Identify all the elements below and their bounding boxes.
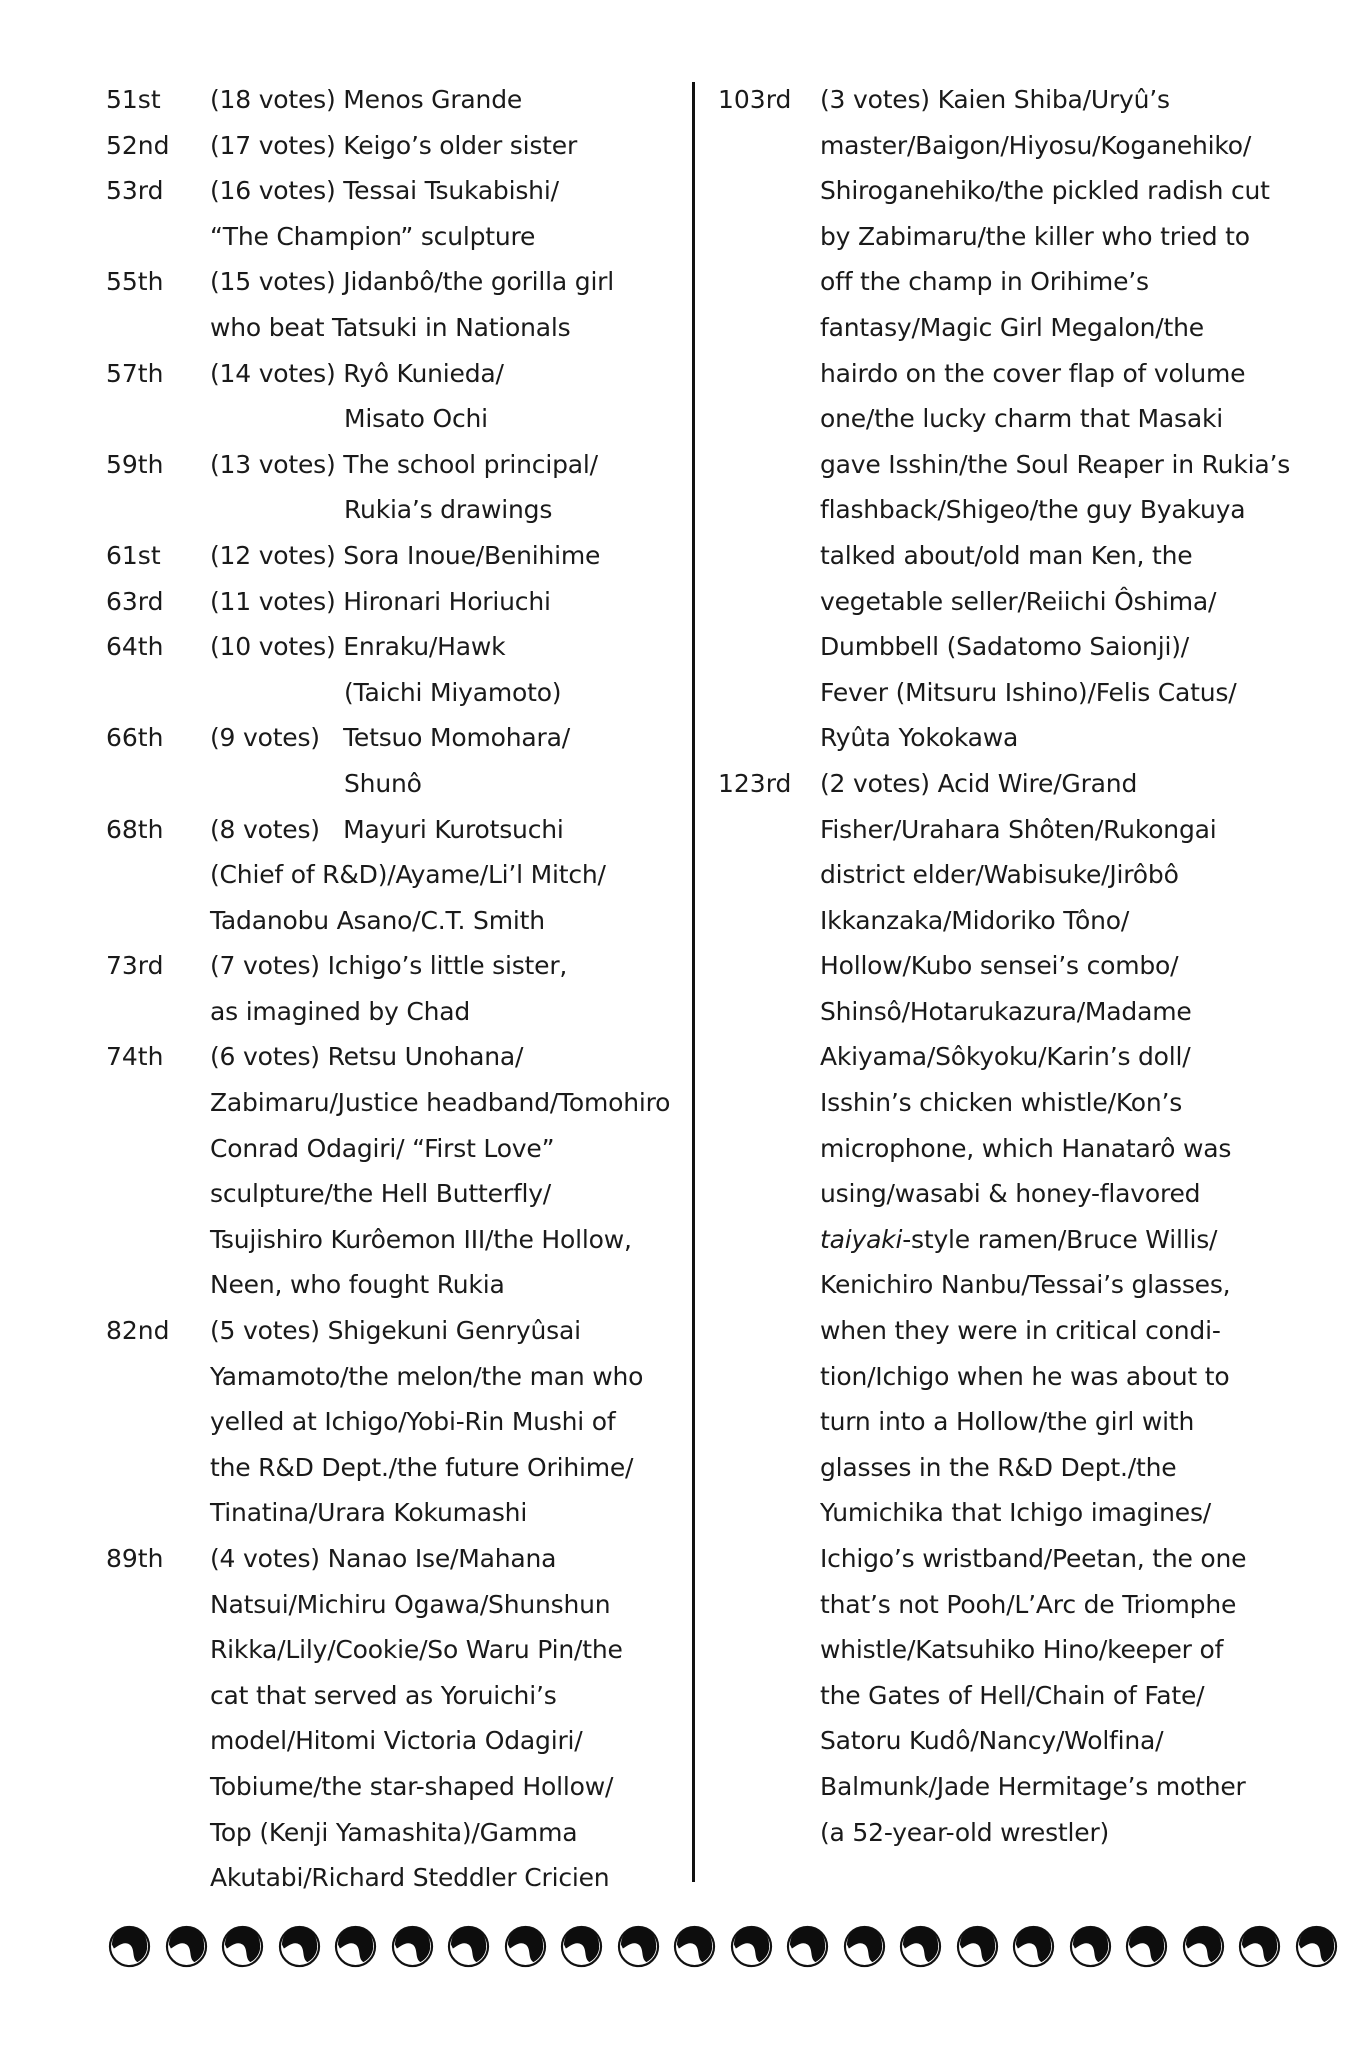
entry-line: Misato Ochi xyxy=(344,404,488,434)
rank-label: 59th xyxy=(106,449,164,479)
entry-line: turn into a Hollow/the girl with xyxy=(820,1407,1195,1437)
entry-line: Fever (Mitsuru Ishino)/Felis Catus/ xyxy=(820,677,1237,707)
entry-line: (15 votes) Jidanbô/the gorilla girl xyxy=(210,267,615,297)
entry-line: Fisher/Urahara Shôten/Rukongai xyxy=(820,814,1217,844)
entry-line: Satoru Kudô/Nancy/Wolfina/ xyxy=(820,1726,1164,1756)
entry-line: Akutabi/Richard Steddler Cricien xyxy=(210,1863,610,1893)
entry-line: (7 votes) Ichigo’s little sister, xyxy=(210,951,568,981)
yin-yang-icon xyxy=(391,1925,434,1968)
ranking-entry xyxy=(106,1308,681,1536)
entry-line: (16 votes) Tessai Tsukabishi/ xyxy=(210,176,559,206)
ranking-entry xyxy=(106,943,681,1034)
entry-line: vegetable seller/Reiichi Ôshima/ xyxy=(820,586,1217,616)
yin-yang-icon xyxy=(447,1925,490,1968)
entry-line: Conrad Odagiri/ “First Love” xyxy=(210,1133,555,1163)
yin-yang-icon xyxy=(843,1925,886,1968)
rank-label: 57th xyxy=(106,358,164,388)
ranking-entry xyxy=(106,351,681,442)
yin-yang-icon xyxy=(1295,1925,1338,1968)
entry-line: Akiyama/Sôkyoku/Karin’s doll/ xyxy=(820,1042,1191,1072)
yin-yang-icon xyxy=(165,1925,208,1968)
rank-label: 103rd xyxy=(718,85,792,114)
ranking-entry xyxy=(106,579,681,625)
entry-line: hairdo on the cover flap of volume xyxy=(820,358,1246,388)
entry-line: Ryûta Yokokawa xyxy=(820,723,1019,753)
rank-label: 55th xyxy=(106,267,164,297)
ornament-row xyxy=(108,1925,1338,1968)
entry-line: Shiroganehiko/the pickled radish cut xyxy=(820,176,1270,206)
entry-line: Tobiume/the star-shaped Hollow/ xyxy=(210,1771,614,1801)
rank-label: 52nd xyxy=(106,130,170,160)
ranking-entry xyxy=(106,1536,681,1901)
entry-line: Yumichika that Ichigo imagines/ xyxy=(820,1498,1212,1528)
entry-line: using/wasabi & honey-flavored xyxy=(820,1179,1201,1209)
rank-label: 82nd xyxy=(106,1316,170,1346)
yin-yang-icon xyxy=(1069,1925,1112,1968)
entry-line: the Gates of Hell/Chain of Fate/ xyxy=(820,1680,1205,1710)
entry-line: by Zabimaru/the killer who tried to xyxy=(820,221,1250,251)
ranking-entry xyxy=(106,259,681,350)
entry-line: “The Champion” sculpture xyxy=(210,221,536,251)
yin-yang-icon xyxy=(221,1925,264,1968)
ranking-entry xyxy=(106,442,681,533)
entry-line: Hollow/Kubo sensei’s combo/ xyxy=(820,951,1179,981)
entry-line: Tsujishiro Kurôemon III/the Hollow, xyxy=(210,1224,632,1254)
entry-line: sculpture/the Hell Butterfly/ xyxy=(210,1179,552,1209)
entry-line: (14 votes) Ryô Kunieda/ xyxy=(210,358,504,388)
yin-yang-icon xyxy=(334,1925,377,1968)
entry-line: model/Hitomi Victoria Odagiri/ xyxy=(210,1726,583,1756)
entry-line: Dumbbell (Sadatomo Saionji)/ xyxy=(820,632,1189,662)
entry-line: Neen, who fought Rukia xyxy=(210,1270,505,1300)
ranking-entry xyxy=(106,715,681,806)
entry-line: fantasy/Magic Girl Megalon/the xyxy=(820,312,1204,342)
entry-line: Ikkanzaka/Midoriko Tôno/ xyxy=(820,905,1130,935)
yin-yang-icon xyxy=(1182,1925,1225,1968)
entry-line: cat that served as Yoruichi’s xyxy=(210,1680,557,1710)
entry-line: Shunô xyxy=(344,768,422,798)
yin-yang-icon xyxy=(956,1925,999,1968)
rank-label: 74th xyxy=(106,1042,164,1072)
yin-yang-icon xyxy=(673,1925,716,1968)
entry-line: when they were in critical condi- xyxy=(820,1316,1221,1346)
rank-label: 68th xyxy=(106,814,164,844)
entry-line: Top (Kenji Yamashita)/Gamma xyxy=(210,1817,578,1847)
right-column xyxy=(718,77,1338,1855)
entry-line: (3 votes) Kaien Shiba/Uryû’s xyxy=(820,85,1170,114)
entry-line: (18 votes) Menos Grande xyxy=(210,85,523,114)
column-divider xyxy=(692,82,695,1882)
entry-line: Shinsô/Hotarukazura/Madame xyxy=(820,996,1192,1026)
entry-line: talked about/old man Ken, the xyxy=(820,540,1193,570)
entry-line: (5 votes) Shigekuni Genryûsai xyxy=(210,1316,581,1346)
rank-label: 53rd xyxy=(106,176,164,206)
entry-line: (4 votes) Nanao Ise/Mahana xyxy=(210,1544,557,1573)
yin-yang-icon xyxy=(1238,1925,1281,1968)
yin-yang-icon xyxy=(108,1925,151,1968)
left-column xyxy=(106,77,681,1901)
entry-line: Isshin’s chicken whistle/Kon’s xyxy=(820,1088,1183,1118)
ranking-entry xyxy=(106,168,681,259)
rank-label: 51st xyxy=(106,85,161,114)
yin-yang-icon xyxy=(786,1925,829,1968)
ranking-entry xyxy=(718,761,1338,1855)
ranking-entry xyxy=(106,77,681,123)
rank-label: 61st xyxy=(106,540,161,570)
entry-line: who beat Tatsuki in Nationals xyxy=(210,312,571,342)
yin-yang-icon xyxy=(278,1925,321,1968)
entry-line: Tinatina/Urara Kokumashi xyxy=(210,1498,528,1528)
entry-line: master/Baigon/Hiyosu/Koganehiko/ xyxy=(820,130,1252,160)
rank-label: 64th xyxy=(106,632,164,662)
entry-line: that’s not Pooh/L’Arc de Triomphe xyxy=(820,1589,1237,1619)
yin-yang-icon xyxy=(1012,1925,1055,1968)
yin-yang-icon xyxy=(504,1925,547,1968)
entry-line: Kenichiro Nanbu/Tessai’s glasses, xyxy=(820,1270,1231,1300)
entry-line: tion/Ichigo when he was about to xyxy=(820,1361,1230,1391)
entry-line: (12 votes) Sora Inoue/Benihime xyxy=(210,540,601,570)
entry-line: (9 votes) Tetsuo Momohara/ xyxy=(210,723,570,753)
entry-line: Rikka/Lily/Cookie/So Waru Pin/the xyxy=(210,1635,623,1665)
entry-line: district elder/Wabisuke/Jirôbô xyxy=(820,860,1179,890)
entry-line: (6 votes) Retsu Unohana/ xyxy=(210,1042,524,1072)
yin-yang-icon xyxy=(899,1925,942,1968)
yin-yang-icon xyxy=(560,1925,603,1968)
rank-label: 66th xyxy=(106,723,164,753)
entry-line: Rukia’s drawings xyxy=(344,495,553,525)
ranking-entry xyxy=(106,123,681,169)
entry-line: taiyaki-style ramen/Bruce Willis/ xyxy=(820,1224,1218,1254)
entry-line: Balmunk/Jade Hermitage’s mother xyxy=(820,1771,1246,1801)
entry-line: (13 votes) The school principal/ xyxy=(210,449,598,479)
entry-line: Ichigo’s wristband/Peetan, the one xyxy=(820,1544,1247,1573)
rank-label: 63rd xyxy=(106,586,164,616)
rank-label: 89th xyxy=(106,1544,164,1573)
entry-line: flashback/Shigeo/the guy Byakuya xyxy=(820,495,1246,525)
entry-line: (10 votes) Enraku/Hawk xyxy=(210,632,506,662)
yin-yang-icon xyxy=(730,1925,773,1968)
ranking-entry xyxy=(106,533,681,579)
rank-label: 123rd xyxy=(718,768,792,798)
entry-line: the R&D Dept./the future Orihime/ xyxy=(210,1452,634,1482)
entry-line: (Taichi Miyamoto) xyxy=(344,677,562,707)
ranking-entry xyxy=(718,77,1338,761)
entry-line: Yamamoto/the melon/the man who xyxy=(210,1361,644,1391)
entry-line: Tadanobu Asano/C.T. Smith xyxy=(210,905,545,935)
entry-line: gave Isshin/the Soul Reaper in Rukia’s xyxy=(820,449,1291,479)
ranking-entry xyxy=(106,624,681,715)
ranking-entry xyxy=(106,807,681,944)
entry-line: glasses in the R&D Dept./the xyxy=(820,1452,1177,1482)
rank-label: 73rd xyxy=(106,951,164,981)
entry-line: Zabimaru/Justice headband/Tomohiro xyxy=(210,1088,671,1118)
ranking-entry xyxy=(106,1034,681,1308)
entry-line: (Chief of R&D)/Ayame/Li’l Mitch/ xyxy=(210,860,606,890)
yin-yang-icon xyxy=(617,1925,660,1968)
entry-line: (2 votes) Acid Wire/Grand xyxy=(820,768,1138,798)
entry-line: as imagined by Chad xyxy=(210,996,471,1026)
entry-line: (11 votes) Hironari Horiuchi xyxy=(210,586,551,616)
entry-line: whistle/Katsuhiko Hino/keeper of xyxy=(820,1635,1224,1665)
entry-line: (8 votes) Mayuri Kurotsuchi xyxy=(210,814,564,844)
entry-line: (17 votes) Keigo’s older sister xyxy=(210,130,578,160)
entry-line: microphone, which Hanatarô was xyxy=(820,1133,1232,1163)
entry-line: one/the lucky charm that Masaki xyxy=(820,404,1224,434)
yin-yang-icon xyxy=(1125,1925,1168,1968)
entry-line: off the champ in Orihime’s xyxy=(820,267,1149,297)
entry-line: Natsui/Michiru Ogawa/Shunshun xyxy=(210,1589,611,1619)
entry-line: yelled at Ichigo/Yobi-Rin Mushi of xyxy=(210,1407,616,1437)
entry-line: (a 52-year-old wrestler) xyxy=(820,1817,1110,1847)
